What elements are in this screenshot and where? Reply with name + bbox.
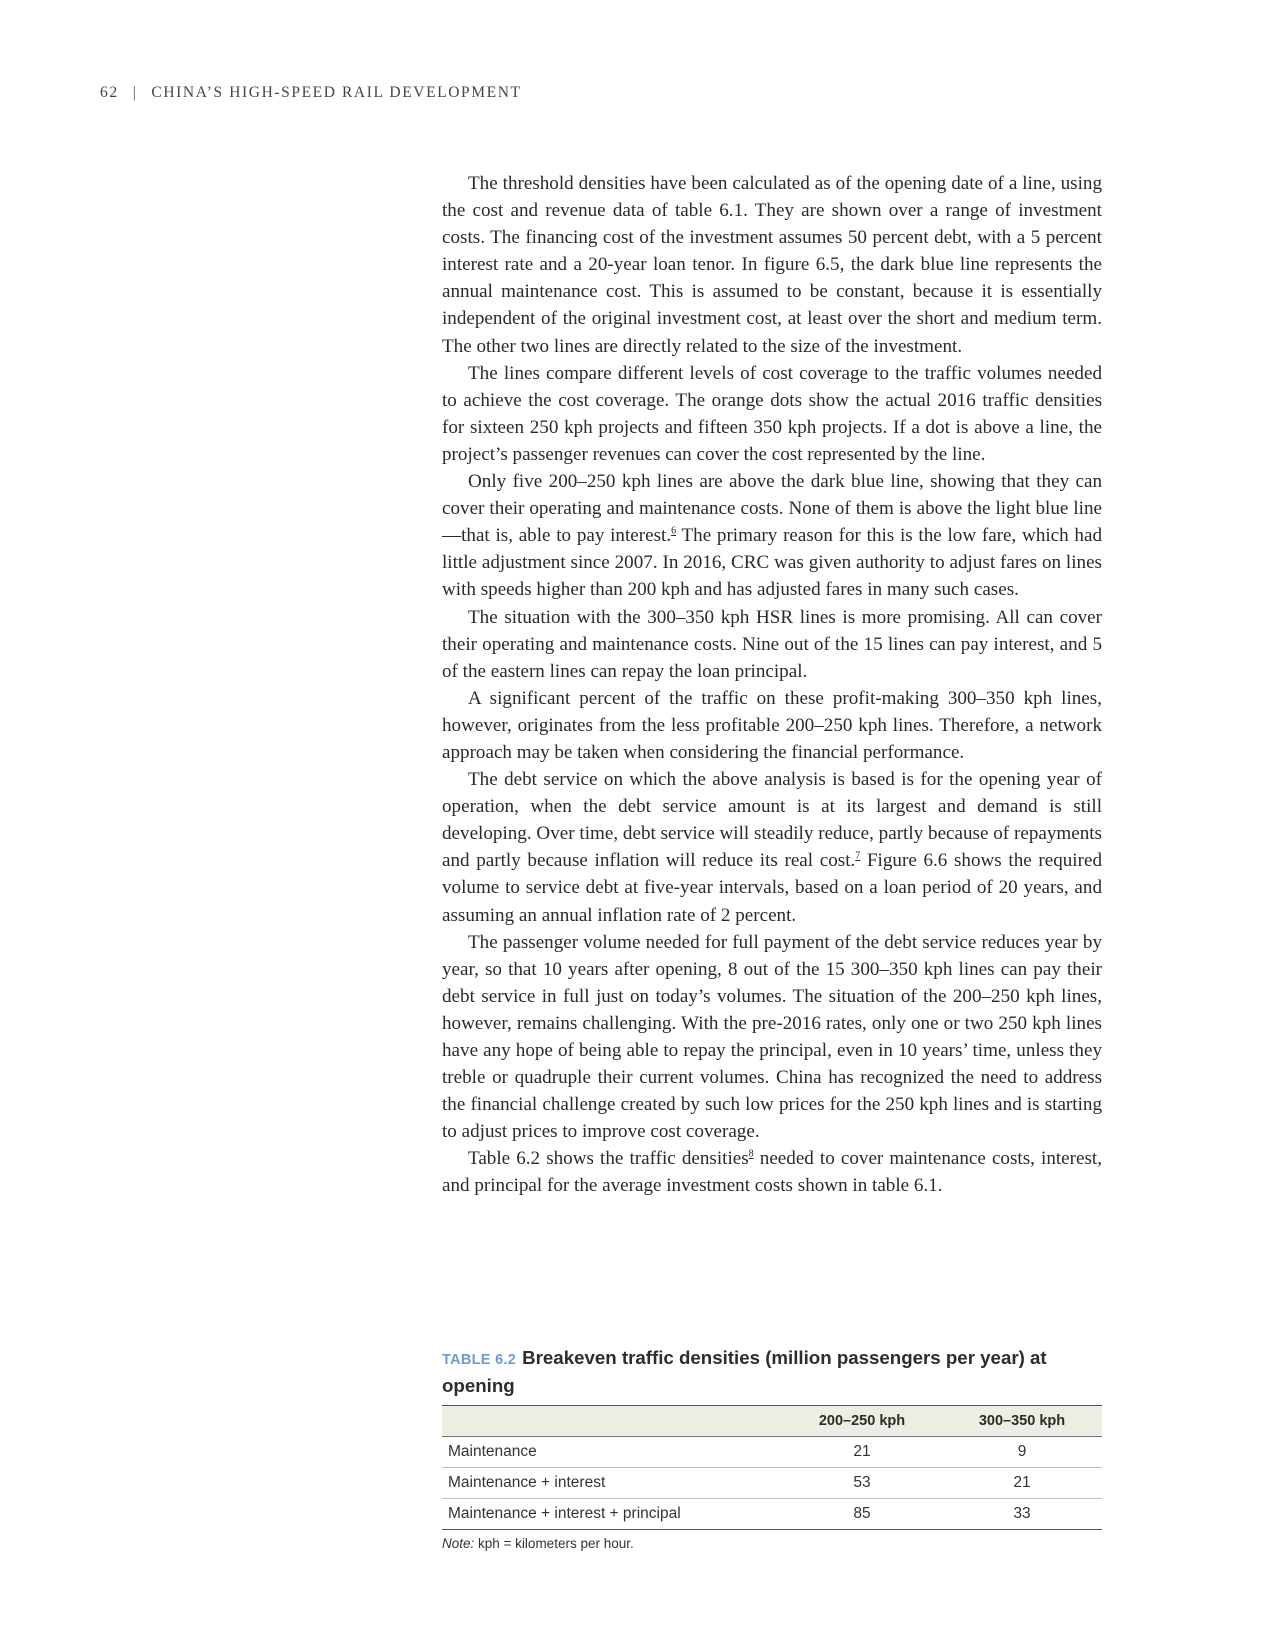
- paragraph-text: The lines compare different levels of cost coverage to the traffic volumes needed to achieve the cost coverage. The orange dots show the actual 2016 traffic densities for sixteen 250 kph projects and fifteen 350 kph projects. If a dot is above a line, the project’s passenger revenues can cover the cost represented by the line.: [442, 362, 1102, 465]
- paragraph: [442, 604, 1102, 685]
- table-caption: [442, 1345, 1102, 1398]
- paragraph: [442, 468, 1102, 603]
- column-header: 200–250 kph: [782, 1406, 942, 1437]
- table-row: [442, 1437, 1102, 1468]
- paragraph: [442, 170, 1102, 360]
- paragraph-text: A significant percent of the traffic on these profit-making 300–350 kph lines, however, originates from the less profitable 200–250 kph lines. Therefore, a network approach may be taken when considering the financial performance.: [442, 687, 1102, 763]
- paragraph: [442, 360, 1102, 468]
- footnote-ref-6[interactable]: 6: [671, 525, 677, 537]
- table-title: Breakeven traffic densities (million passengers per year) at opening: [442, 1347, 1047, 1396]
- breakeven-table: [442, 1405, 1102, 1530]
- row-label: Maintenance + interest + principal: [442, 1499, 782, 1530]
- running-head: [100, 84, 522, 102]
- table-row: [442, 1468, 1102, 1499]
- note-text: kph = kilometers per hour.: [474, 1536, 634, 1551]
- paragraph-text: The debt service on which the above analysis is based is for the opening year of operation, when the debt service amount is at its largest and demand is still developing. Over time, debt service will steadily reduce, partly because of repayments and partly because inflation will reduce its real cost.: [442, 769, 1102, 872]
- paragraph: [442, 766, 1102, 929]
- body-text: [442, 170, 1102, 1200]
- paragraph-text: The primary reason for this is the low fare, which had little adjustment since 2007. In 2016, CRC was given authority to adjust fares on lines with speeds higher than 200 kph and has adjusted fares in many such cases.: [442, 525, 1102, 601]
- column-header: 300–350 kph: [942, 1406, 1102, 1437]
- table-note: [442, 1536, 1102, 1551]
- table-cell: 53: [782, 1468, 942, 1499]
- table-header-row: [442, 1406, 1102, 1437]
- row-label: Maintenance: [442, 1437, 782, 1468]
- paragraph-text: The threshold densities have been calculated as of the opening date of a line, using the cost and revenue data of table 6.1. They are shown over a range of investment costs. The financing cost of the investment assumes 50 percent debt, with a 5 percent interest rate and a 20-year loan tenor. In figure 6.5, the dark blue line represents the annual maintenance cost. This is assumed to be constant, because it is essentially independent of the original investment cost, at least over the short and medium term. The other two lines are directly related to the size of the investment.: [442, 173, 1102, 357]
- paragraph-text: needed to cover maintenance costs, interest, and principal for the average investment costs shown in table 6.1.: [442, 1148, 1102, 1197]
- table-row: [442, 1499, 1102, 1530]
- table-cell: 21: [782, 1437, 942, 1468]
- table-cell: 9: [942, 1437, 1102, 1468]
- header-separator: |: [132, 84, 138, 101]
- page-number: 62: [100, 84, 119, 101]
- table-cell: 85: [782, 1499, 942, 1530]
- paragraph-text: The passenger volume needed for full payment of the debt service reduces year by year, so that 10 years after opening, 8 out of the 15 300–350 kph lines can pay their debt service in full just on today’s volumes. The situation of the 200–250 kph lines, however, remains challenging. With the pre-2016 rates, only one or two 250 kph lines have any hope of being able to repay the principal, even in 10 years’ time, unless they treble or quadruple their current volumes. China has recognized the need to address the financial challenge created by such low prices for the 250 kph lines and is starting to adjust prices to improve cost coverage.: [442, 931, 1102, 1143]
- footnote-ref-8[interactable]: 8: [748, 1149, 754, 1161]
- paragraph: [442, 685, 1102, 766]
- paragraph-text: Only five 200–250 kph lines are above the dark blue line, showing that they can cover their operating and maintenance costs. None of them is above the light blue line—that is, able to pay interest.: [442, 471, 1102, 547]
- table-cell: 33: [942, 1499, 1102, 1530]
- table-cell: 21: [942, 1468, 1102, 1499]
- paragraph-text: Table 6.2 shows the traffic densities: [468, 1148, 749, 1170]
- column-header: [442, 1406, 782, 1437]
- footnote-ref-7[interactable]: 7: [855, 850, 861, 862]
- paragraph-text: Figure 6.6 shows the required volume to service debt at five-year intervals, based on a loan period of 20 years, and assuming an annual inflation rate of 2 percent.: [442, 850, 1102, 926]
- row-label: Maintenance + interest: [442, 1468, 782, 1499]
- paragraph: [442, 1145, 1102, 1199]
- table-block: [442, 1345, 1102, 1551]
- note-label: Note:: [442, 1536, 475, 1551]
- paragraph-text: The situation with the 300–350 kph HSR lines is more promising. All can cover their operating and maintenance costs. Nine out of the 15 lines can pay interest, and 5 of the eastern lines can repay the loan principal.: [442, 606, 1102, 682]
- table-label: TABLE 6.2: [442, 1352, 517, 1368]
- paragraph: [442, 929, 1102, 1146]
- book-title: CHINA’S HIGH-SPEED RAIL DEVELOPMENT: [151, 84, 522, 101]
